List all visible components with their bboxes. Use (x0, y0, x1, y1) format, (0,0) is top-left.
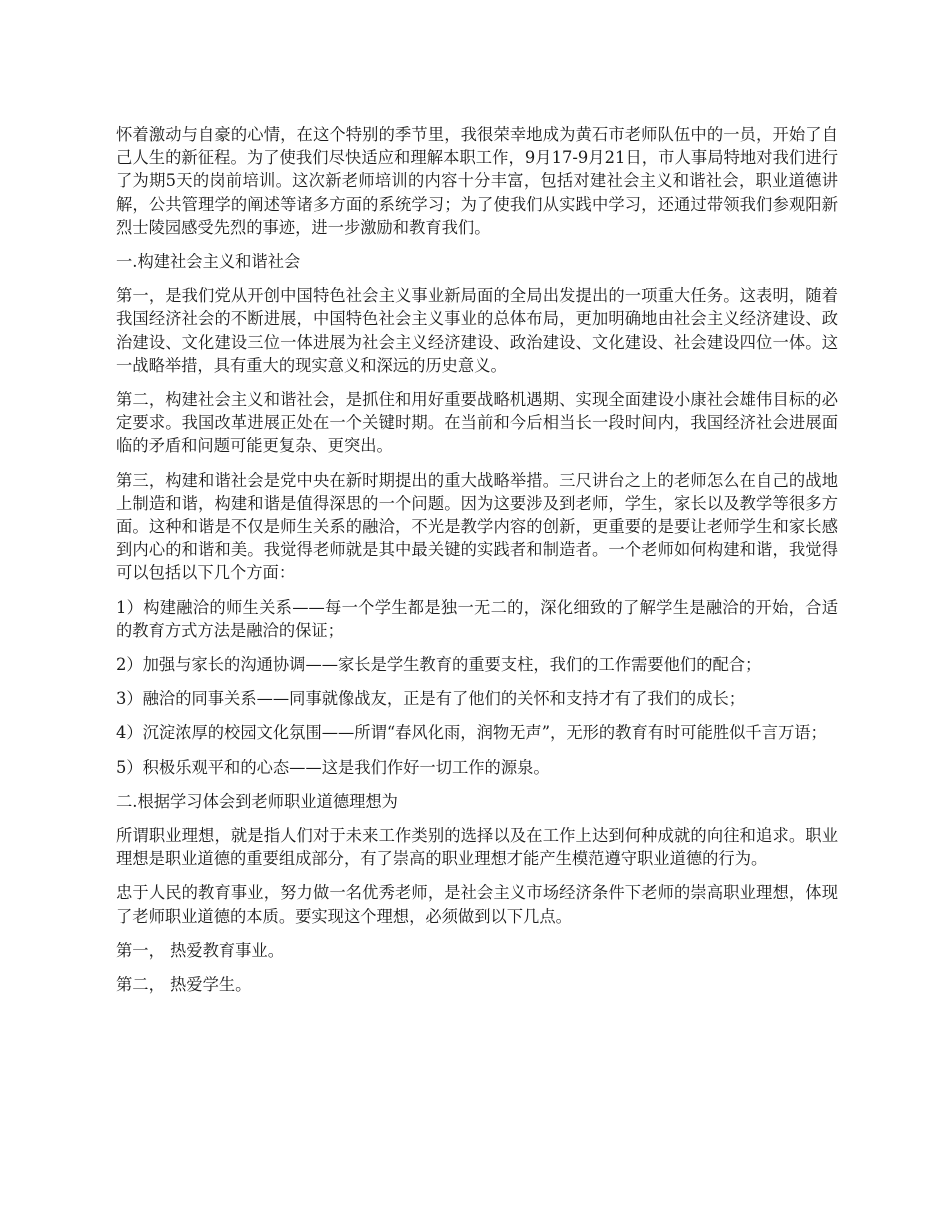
list-item-1: 1）构建融洽的师生关系——每一个学生都是独一无二的，深化细致的了解学生是融洽的开始，合适的教育方式方法是融洽的保证； (116, 597, 838, 640)
paragraph-third-point: 第三，构建和谐社会是党中央在新时期提出的重大战略举措。三尺讲台之上的老师怎么在自己的战地上制造和谐，构建和谐是值得深思的一个问题。因为这要涉及到老师，学生，家长以及教学等很多方面。这种和谐是不仅是师生关系的融洽，不光是教学内容的创新，更重要的是要让老师学生和家长感到内心的和谐和美。我觉得老师就是其中最关键的实践者和制造者。一个老师如何构建和谐，我觉得可以包括以下几个方面： (116, 470, 838, 583)
paragraph-second-point: 第二，构建社会主义和谐社会，是抓住和用好重要战略机遇期、实现全面建设小康社会雄伟目标的必定要求。我国改革进展正处在一个关键时期。在当前和今后相当长一段时间内，我国经济社会进展面临的矛盾和问题可能更复杂、更突出。 (116, 390, 838, 456)
list-item-5: 5）积极乐观平和的心态——这是我们作好一切工作的源泉。 (116, 757, 550, 777)
point-love-education: 第一， 热爱教育事业。 (116, 940, 284, 960)
paragraph-first-point: 第一，是我们党从开创中国特色社会主义事业新局面的全局出发提出的一项重大任务。这表明，随着我国经济社会的不断进展，中国特色社会主义事业的总体布局，更加明确地由社会主义经济建设、政治建设、文化建设三位一体进展为社会主义经济建设、政治建设、文化建设、社会建设四位一体。这一战略举措，具有重大的现实意义和深远的历史意义。 (116, 286, 838, 375)
list-item-3: 3）融洽的同事关系——同事就像战友，正是有了他们的关怀和支持才有了我们的成长； (116, 689, 746, 709)
list-item-4: 4）沉淀浓厚的校园文化氛围——所谓“春风化雨，润物无声”，无形的教育有时可能胜似千言万语； (116, 723, 827, 743)
paragraph-career-ideal: 所谓职业理想，就是指人们对于未来工作类别的选择以及在工作上达到何种成就的向往和追求。职业理想是职业道德的重要组成部分，有了崇高的职业理想才能产生模范遵守职业道德的行为。 (116, 826, 838, 869)
section-heading-1: 一.构建社会主义和谐社会 (116, 252, 301, 272)
section-heading-2: 二.根据学习体会到老师职业道德理想为 (116, 791, 398, 811)
document-body (116, 123, 838, 1007)
intro-paragraph: 怀着激动与自豪的心情，在这个特别的季节里，我很荣幸地成为黄石市老师队伍中的一员，开始了自己人生的新征程。为了使我们尽快适应和理解本职工作，9月17-9月21日，市人事局特地对我们进行了为期5天的岗前培训。这次新老师培训的内容十分丰富，包括对建社会主义和谐社会，职业道德讲解，公共管理学的阐述等诸多方面的系统学习；为了使我们从实践中学习，还通过带领我们参观阳新烈士陵园感受先烈的事迹，进一步激励和教育我们。 (116, 125, 838, 237)
list-item-2: 2）加强与家长的沟通协调——家长是学生教育的重要支柱，我们的工作需要他们的配合； (116, 655, 762, 675)
point-love-students: 第二， 热爱学生。 (116, 975, 252, 995)
paragraph-loyalty: 忠于人民的教育事业，努力做一名优秀老师，是社会主义市场经济条件下老师的崇高职业理想，体现了老师职业道德的本质。要实现这个理想，必须做到以下几点。 (116, 883, 838, 926)
